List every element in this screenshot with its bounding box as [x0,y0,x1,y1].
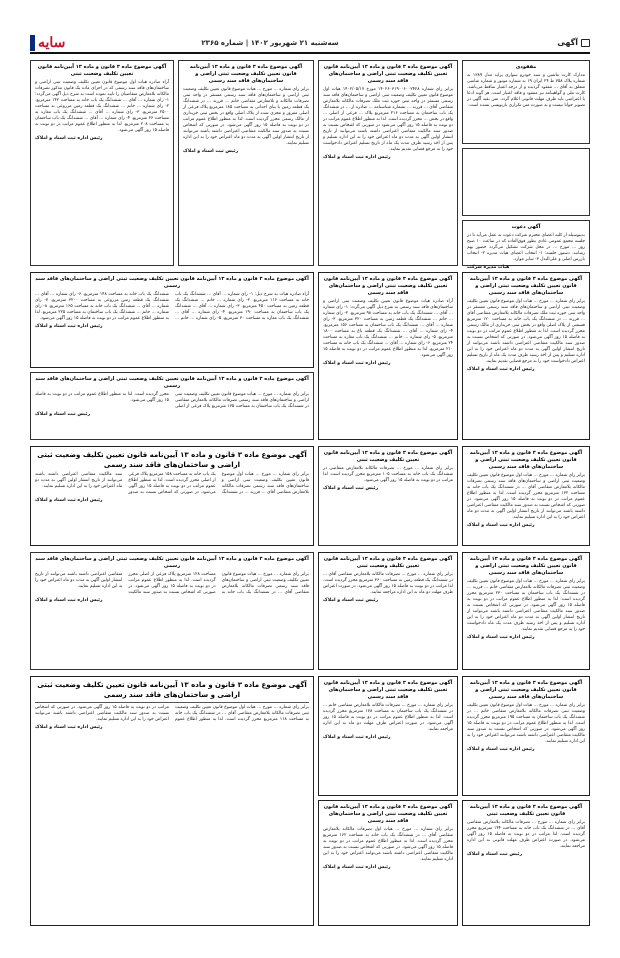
ad-title: آگهی دعوت [511,224,541,230]
ad-title: آگهی موضوع ماده ۳ قانون و ماده ۱۳ آیین‌نامه قانون تعیین تکلیف وضعیت ثبتی [37,64,167,77]
ad-signature: رئیس اداره ثبت اسناد و املاک [35,136,103,141]
ad-registration-9 [462,552,590,670]
ad-signature: رئیس اداره ثبت اسناد و املاک [35,725,103,730]
ad-body: برابر رای شماره ... مورخ ... تصرفات مالکانه بلامعارض متقاضی آقای ... در ششدانگ یک قطعه زمین به مساحت ۳۶۰ مترمربع محرز گردیده است. لذا مراتب در دو نوبت به فاصله ۱۵ روز آگهی می‌شود. در صورت اعتراض ظرف مهلت دو ماه به این اداره مراجعه نمایند. [323,572,454,595]
ad-invitation [462,220,590,270]
ad-signature: رئیس ثبت اسناد و املاک [467,852,523,857]
section-icon [581,39,590,47]
ad-signature: رئیس اداره ثبت اسناد و املاک [323,361,391,366]
ad-registration-wide-1 [30,272,314,368]
ad-title: آگهی موضوع ماده ۳ قانون و ماده ۱۳ آیین‌نامه قانون تعیین تکلیف وضعیت ثبتی اراضی و ساختمان‌های فاقد سند رسمی [323,804,453,824]
ad-signature: رئیس اداره ثبت اسناد و املاک [323,735,391,740]
ad-body: بدینوسیله از کلیه اعضای محترم شرکت دعوت به عمل می‌آید تا در جلسه مجمع عمومی عادی بطور فوق‌العاده که در ساعت ۱۰ صبح روز ... مورخ ... در محل شرکت تشکیل می‌گردد حضور بهم رسانند. دستور جلسه: ۱- انتخاب اعضای هیات مدیره ۲- انتخاب بازرس اصلی و علی‌البدل ۳- سایر موارد. [467,233,586,262]
ad-title: مفقودی [515,64,537,70]
ad-signature: رئیس ثبت اسناد و املاک [35,412,91,417]
page-header [30,34,590,54]
ad-signature: هیات مدیره شرکت [467,265,510,270]
ad-signature: رئیس اداره ثبت اسناد و املاک [323,865,391,870]
ad-registration-7 [462,446,590,546]
ad-body: مدارک کارت ماشین و سند خودرو سواری پراید مدل ۱۳۸۹ به شماره پلاک ۷۵۸ ط ۲۴ ایران ۱۹ به شماره موتور و شماره شاسی متعلق به آقای ... مفقود گردیده و از درجه اعتبار ساقط می‌باشد. کارت ملی و گواهینامه نیز مفقود و فاقد اعتبار است. هر گونه ادعا یا اعتراضی باید ظرف مهلت قانونی اعلام گردد. متن بقیه آگهی در تصویر خوانا نیست و به صورت متن تکراری بازنویسی نشده است. [467,73,585,108]
ad-registration-13 [318,676,458,796]
issue-line: سه‌شنبه ۲۱ شهریور ۱۴۰۲ | شماره ۲۳۶۵ [201,39,339,47]
ad-body: برابر رای شماره ... مورخ ... هیات اول موضوع قانون تعیین تکلیف وضعیت ثبتی اراضی و ساختمان‌های فاقد سند رسمی تصرفات مالکانه بلامعارض متقاضی آقای ... فرزند ... در ششدانگ یک باب خانه به مساحت ۱۵۸ مترمربع پلاک فرعی از اصلی محرز گردیده است. لذا به منظور اطلاع عموم مراتب در دو نوبت به فاصله ۱۵ روز آگهی می‌شود. در صورتی که اشخاص نسبت به صدور سند مالکیت متقاضی اعتراضی داشته باشند می‌توانند از تاریخ انتشار اولین آگهی به مدت دو ماه اعتراض خود را به این اداره تسلیم نمایند. [35,472,309,495]
ad-title: آگهی موضوع ماده ۳ قانون و ماده ۱۳ آیین‌نامه قانون تعیین تکلیف وضعیت ثبتی اراضی و ساختمان‌های فاقد سند رسمی [469,680,583,700]
ad-title: آگهی موضوع ماده ۳ قانون و ماده ۱۳ آیین‌نامه قانون تعیین تکلیف وضعیت ثبتی [469,804,583,817]
ad-registration-6 [30,372,314,440]
ad-title: آگهی موضوع ماده ۳ قانون و ماده ۱۳ آیین‌نامه قانون تعیین تکلیف وضعیت ثبتی اراضی و ساختمان‌های فاقد سند رسمی [35,556,309,569]
ad-title: آگهی موضوع ماده ۳ قانون و ماده ۱۳ آیین‌نامه قانون تعیین تکلیف وضعیت ثبتی اراضی و ساختمان‌های فاقد سند رسمی [469,556,583,576]
ad-title: آگهی موضوع ماده ۳ قانون و ماده ۱۳ آیین‌نامه قانون تعیین تکلیف وضعیت ثبتی اراضی و ساختمان‌های فاقد سند رسمی [469,450,583,470]
ad-signature: رئیس ثبت اسناد و املاک [183,149,239,154]
ad-title: آگهی موضوع ماده ۳ قانون و ماده ۱۳ آیین‌نامه قانون تعیین تکلیف وضعیت ثبتی اراضی و ساختمان‌های فاقد سند رسمی [37,451,307,469]
ad-lost-documents [462,60,590,144]
section-label [557,38,590,47]
ad-body: برابر رای شماره ... مورخ ... هیات موضوع قانون تعیین تکلیف وضعیت ثبتی اراضی و ساختمان‌های فاقد سند رسمی تصرفات مالکانه بلامعارض متقاضی آقای ... در ششدانگ یک باب خانه به مساحت ۱۲۸ مترمربع پلاک فرعی از اصلی محرز گردیده است. لذا به منظور اطلاع عموم مراتب در دو نوبت به فاصله ۱۵ روز آگهی می‌شود. در صورتی که اشخاص نسبت به صدور سند مالکیت متقاضی اعتراضی داشته باشند می‌توانند از تاریخ انتشار اولین آگهی به مدت دو ماه اعتراض خود را به این اداره تسلیم نمایند. [35,572,309,595]
ad-signature: رئیس اداره ثبت اسناد و املاک [35,598,103,603]
title-rule [35,702,309,703]
ad-body: برابر رای شماره ... مورخ ... هیات موضوع قانون تعیین تکلیف وضعیت ثبتی اراضی و ساختمان‌های فاقد سند رسمی مستقر در واحد ثبتی تصرفات مالکانه و بلامعارض متقاضی خانم ... فرزند ... در ششدانگ یک قطعه زمین با بنای احداثی به مساحت ۱۸۵ مترمربع پلاک فرعی از اصلی مفروز و مجزی شده از پلاک اصلی واقع در بخش ثبتی خریداری از مالک رسمی محرز گردیده است. لذا به منظور اطلاع عموم مراتب در دو نوبت به فاصله ۱۵ روز آگهی می‌شود. در صورتی که اشخاص نسبت به صدور سند مالکیت متقاضی اعتراضی داشته باشند می‌توانند از تاریخ انتشار اولین آگهی به مدت دو ماه اعتراض خود را به این اداره تسلیم نمایند. [183,87,310,146]
ad-title: آگهی موضوع ماده ۳ قانون و ماده ۱۳ آیین‌نامه قانون تعیین تکلیف وضعیت ثبتی اراضی و ساختمان‌های فاقد سند رسمی [35,276,309,289]
ad-signature: رئیس اداره ثبت اسناد و املاک [323,155,391,160]
ad-title: آگهی موضوع ماده ۳ قانون و ماده ۱۳ آیین‌نامه قانون تعیین تکلیف وضعیت ثبتی اراضی و ساختمان‌های فاقد سند رسمی [323,64,453,84]
ad-registration-12 [462,800,590,926]
ad-body: برابر رای شماره ... مورخ ... تصرفات مالکانه بلامعارض متقاضی در ششدانگ یک باب خانه به مساحت ۱۰۵ مترمربع محرز گردیده است. لذا مراتب در دو نوبت به فاصله ۱۵ روز آگهی می‌شود. [323,466,453,483]
ad-registration-4 [462,272,590,440]
ad-registration-5 [318,272,458,440]
ad-signature: رئیس ثبت اسناد و املاک [323,486,379,491]
ad-signature: رئیس ثبت اسناد و املاک [323,598,379,603]
ad-body: برابر رای شماره ... مورخ ... هیات اول موضوع قانون تعیین تکلیف وضعیت ثبتی تصرفات مالکانه بلامعارض متقاضی خانم ... در ششدانگ یک باب ساختمان به مساحت ۱۹۵ مترمربع محرز گردیده است. لذا به منظور اطلاع عموم مراتب در دو نوبت به فاصله ۱۵ روز آگهی می‌شود. در صورتی که اشخاص نسبت به صدور سند مالکیت متقاضی اعتراضی داشته باشند می‌توانند اعتراض خود را به این اداره تسلیم نمایند. [467,703,585,744]
ad-signature: رئیس اداره ثبت اسناد و املاک [35,498,103,503]
newspaper-page [30,34,590,926]
ad-registration-16 [462,148,590,216]
ad-registration-1 [318,60,458,266]
ad-signature: رئیس اداره ثبت اسناد و املاک [467,523,535,528]
ad-title: آگهی موضوع ماده ۳ قانون و ماده ۱۳ آیین‌نامه قانون تعیین تکلیف وضعیت ثبتی [323,450,453,463]
ad-registration-10 [318,552,458,670]
ad-registration-3 [30,60,174,266]
ad-registration-8 [318,446,458,546]
ad-body: برابر رای شماره ... مورخ ... هیات اول موضوع قانون تعیین تکلیف وضعیت ثبتی تصرفات مالکانه بلامعارض متقاضی خانم ... فرزند ... در ششدانگ یک باب ساختمان به مساحت ۲۳۰ مترمربع محرز گردیده است. لذا به منظور اطلاع عموم مراتب در دو نوبت به فاصله ۱۵ روز آگهی می‌شود. در صورتی که اشخاص نسبت به صدور سند مالکیت متقاضی اعتراضی داشته باشند می‌توانند از تاریخ انتشار اولین آگهی به مدت دو ماه اعتراض خود را به این اداره تسلیم و پس از اخذ رسید ظرف مدت یک ماه دادخواست خود را به مرجع قضایی تقدیم نمایند. [467,579,585,632]
ad-registration-wide-2 [30,446,314,546]
ad-body: آراء صادره هیات موضوع قانون تعیین تکلیف وضعیت ثبتی اراضی و ساختمان‌های فاقد سند رسمی به شرح ذیل آگهی می‌گردد: ۱- رای شماره ... آقای ... ششدانگ یک باب خانه به مساحت ۹۸ مترمربع. ۲- رای شماره ... خانم ... ششدانگ یک قطعه زمین به مساحت ۳۲۰ مترمربع. ۳- رای شماره ... آقای ... ششدانگ یک باب ساختمان به مساحت ۱۵۶ مترمربع. ۴- رای شماره ... آقای ... ششدانگ یک قطعه باغ به مساحت ۱۸۰۰ مترمربع. ۵- رای شماره ... خانم ... ششدانگ یک باب مغازه به مساحت ۲۴ مترمربع. ۶- رای شماره ... آقای ... ششدانگ یک باب خانه به مساحت ۲۱۰ مترمربع. لذا به منظور اطلاع عموم مراتب در دو نوبت به فاصله ۱۵ روز آگهی می‌شود. [323,299,454,358]
ad-body: برابر رای شماره ... مورخ ... تصرفات مالکانه بلامعارض متقاضی خانم ... در ششدانگ یک باب ساختمان به مساحت ۱۷۸ مترمربع محرز گردیده است. لذا به منظور اطلاع عموم مراتب در دو نوبت به فاصله ۱۵ روز آگهی می‌شود. در صورت اعتراض ظرف مهلت دو ماه به این اداره مراجعه نمایند. [323,703,453,732]
ad-title: آگهی موضوع ماده ۳ قانون و ماده ۱۳ آیین‌نامه قانون تعیین تکلیف وضعیت ثبتی اراضی و ساختمان‌های فاقد سند رسمی [323,276,453,296]
logo-mark [30,35,35,51]
newspaper-logo [30,34,74,52]
ad-body: برابر رای شماره ۱۴۰۲۶۰۳۱۹۰۰۶۰۰۲۴۲۸ مورخ ۱۴۰۲/۰۵/۱۷ هیات اول موضوع قانون تعیین تکلیف وضعیت ثبتی اراضی و ساختمان‌های فاقد سند رسمی مستقر در واحد ثبتی حوزه ثبت ملک تصرفات مالکانه بلامعارض متقاضی آقای ... فرزند ... بشماره شناسنامه ... صادره از ... در ششدانگ یک باب ساختمان به مساحت ۲۱۶ مترمربع پلاک ... فرعی از اصلی ... واقع در بخش ... محرز گردیده است. لذا به منظور اطلاع عموم مراتب در دو نوبت به فاصله ۱۵ روز آگهی می‌شود در صورتی که اشخاص نسبت به صدور سند مالکیت متقاضی اعتراضی داشته باشند می‌توانند از تاریخ انتشار اولین آگهی به مدت دو ماه اعتراض خود را به این اداره تسلیم و پس از اخذ رسید ظرف مدت یک ماه از تاریخ تسلیم اعتراض دادخواست خود را به مرجع قضایی تقدیم نمایند. [323,87,454,152]
ad-body: برابر رای شماره ... مورخ ... هیات اول موضوع قانون تعیین تکلیف وضعیت ثبتی تصرفات مالکانه بلامعارض متقاضی آقای ... در ششدانگ یک باب خانه به مساحت ۱۱۸ مترمربع محرز گردیده است. لذا به منظور اطلاع عموم مراتب در دو نوبت به فاصله ۱۵ روز آگهی می‌شود. در صورتی که اشخاص نسبت به صدور سند مالکیت متقاضی اعتراضی داشته باشند می‌توانند اعتراض خود را به این اداره تسلیم نمایند. [35,705,309,722]
ad-title: آگهی موضوع ماده ۳ قانون و ماده ۱۳ آیین‌نامه قانون تعیین تکلیف وضعیت ثبتی اراضی و ساختمان‌های فاقد سند رسمی [35,376,309,389]
ad-body: آراء صادره هیات اول موضوع قانون تعیین تکلیف وضعیت ثبتی اراضی و ساختمان‌های فاقد سند رسمی که در اجرای ماده یک قانون مذکور تصرفات مالکانه بلامعارض متقاضیان را تایید نموده است به شرح ذیل آگهی می‌گردد: ۱- رای شماره ... آقای ... ششدانگ یک باب خانه به مساحت ۱۴۲ مترمربع. ۲- رای شماره ... خانم ... ششدانگ یک قطعه زمین مزروعی به مساحت ۲۵۰۰ مترمربع. ۳- رای شماره ... آقای ... ششدانگ یک باب مغازه به مساحت ۳۶ مترمربع. ۴- رای شماره ... آقای ... ششدانگ یک باب ساختمان به مساحت ۲۰۸ مترمربع. لذا به منظور اطلاع عموم مراتب در دو نوبت به فاصله ۱۵ روز آگهی می‌شود. [35,80,169,133]
ad-registration-wide-3 [30,552,314,670]
ad-signature: رئیس اداره ثبت اسناد و املاک [467,367,535,372]
ad-signature: رئیس اداره ثبت اسناد و املاک [35,324,103,329]
ad-title: آگهی موضوع ماده ۳ قانون و ماده ۱۳ آیین‌نامه قانون تعیین تکلیف وضعیت ثبتی [323,556,453,569]
ad-body: برابر رای شماره ... مورخ ... هیات اول موضوع قانون تعیین تکلیف وضعیت ثبتی اراضی و ساختمان‌های فاقد سند رسمی تصرفات مالکانه بلامعارض متقاضی آقای ... در ششدانگ یک باب خانه به مساحت ۱۳۲ مترمربع محرز گردیده است. لذا به منظور اطلاع عموم مراتب در دو نوبت به فاصله ۱۵ روز آگهی می‌شود. در صورتی که اشخاص نسبت به صدور سند مالکیت متقاضی اعتراضی داشته باشند می‌توانند از تاریخ انتشار اولین آگهی به مدت دو ماه اعتراض خود را به این اداره تسلیم نمایند. [467,473,585,520]
section-label-text: آگهی [557,38,578,47]
ad-registration-2 [178,60,314,266]
ad-province-registration [30,676,314,926]
logo-word: سایه [38,35,66,51]
ad-title: آگهی موضوع ماده ۳ قانون و ماده ۱۳ آیین‌نامه قانون تعیین تکلیف وضعیت ثبتی اراضی و ساختمان‌های فاقد سند رسمی [189,64,303,84]
ad-signature: رئیس اداره ثبت اسناد و املاک [467,747,535,752]
ad-title: آگهی موضوع ماده ۳ قانون و ماده ۱۳ آیین‌نامه قانون تعیین تکلیف وضعیت ثبتی اراضی و ساختمان‌های فاقد سند رسمی [37,681,307,699]
ad-body: برابر رای شماره ... مورخ ... هیات اول موضوع قانون تعیین تکلیف وضعیت ثبتی اراضی و ساختمان‌های فاقد سند رسمی مستقر در واحد ثبتی حوزه ثبت ملک تصرفات مالکانه بلامعارض متقاضی آقای ... فرزند ... در ششدانگ یک باب خانه به مساحت ۱۲۰ مترمربع قسمتی از پلاک اصلی واقع در بخش ثبتی خریداری از مالک رسمی محرز گردیده است. لذا به منظور اطلاع عموم مراتب در دو نوبت به فاصله ۱۵ روز آگهی می‌شود. در صورتی که اشخاص نسبت به صدور سند مالکیت متقاضی اعتراضی داشته باشند می‌توانند از تاریخ انتشار اولین آگهی به مدت دو ماه اعتراض خود را به این اداره تسلیم و پس از اخذ رسید ظرف مدت یک ماه از تاریخ تسلیم اعتراض دادخواست خود را به مرجع قضایی تقدیم نمایند. [467,299,585,364]
ad-body: آراء صادره هیات به شرح ذیل: ۱- رای شماره ... آقای ... ششدانگ یک باب خانه به مساحت ۱۱۶ مترمربع. ۲- رای شماره ... خانم ... ششدانگ یک قطعه زمین به مساحت ۴۵۰ مترمربع. ۳- رای شماره ... آقای ... ششدانگ یک باب ساختمان به مساحت ۱۹۰ مترمربع. ۴- رای شماره ... آقای ... ششدانگ یک باب مغازه به مساحت ۳۰ مترمربع. ۵- رای شماره ... خانم ... ششدانگ یک باب خانه به مساحت ۱۴۸ مترمربع. ۶- رای شماره ... آقای ... ششدانگ یک قطعه زمین مزروعی به مساحت ۳۲۰۰ مترمربع. ۷- رای شماره ... آقای ... ششدانگ یک باب خانه به مساحت ۱۶۵ مترمربع. ۸- رای شماره ... خانم ... ششدانگ یک باب ساختمان به مساحت ۲۲۵ مترمربع. لذا به منظور اطلاع عموم مراتب در دو نوبت به فاصله ۱۵ روز آگهی می‌شود. [35,292,309,321]
ad-signature: رئیس اداره ثبت اسناد و املاک [467,635,535,640]
ad-registration-14 [318,800,458,926]
ad-registration-11 [462,676,590,796]
ad-title: آگهی موضوع ماده ۳ قانون و ماده ۱۳ آیین‌نامه قانون تعیین تکلیف وضعیت ثبتی اراضی و ساختمان‌های فاقد سند رسمی [469,276,583,296]
ad-body: برابر رای شماره ... مورخ ... تصرفات مالکانه بلامعارض متقاضی آقای ... در ششدانگ یک باب خانه به مساحت ۱۴۴ مترمربع محرز گردیده است. لذا مراتب در دو نوبت به فاصله ۱۵ روز آگهی می‌شود. در صورت اعتراض ظرف مهلت قانونی به این اداره مراجعه نمایند. [467,820,585,849]
ad-body: برابر رای شماره ... مورخ ... هیات اول تصرفات مالکانه بلامعارض متقاضی آقای ... در ششدانگ یک باب خانه به مساحت ۱۶۲ مترمربع محرز گردیده است. لذا به منظور اطلاع عموم مراتب در دو نوبت به فاصله ۱۵ روز آگهی می‌شود. در صورتی که اشخاص نسبت به صدور سند مالکیت متقاضی اعتراضی داشته باشند می‌توانند اعتراض خود را به این اداره تسلیم نمایند. [323,827,453,862]
ad-title: آگهی موضوع ماده ۳ قانون و ماده ۱۳ آیین‌نامه قانون تعیین تکلیف وضعیت ثبتی اراضی و ساختمان‌های فاقد سند رسمی [323,680,453,700]
ad-body: برابر رای شماره ... مورخ ... هیات موضوع قانون تعیین تکلیف وضعیت ثبتی اراضی و ساختمان‌های فاقد سند رسمی تصرفات مالکانه بلامعارض متقاضی در ششدانگ یک باب ساختمان به مساحت ۱۷۵ مترمربع پلاک فرعی از اصلی محرز گردیده است. لذا به منظور اطلاع عموم مراتب در دو نوبت به فاصله ۱۵ روز آگهی می‌شود. [35,392,309,409]
